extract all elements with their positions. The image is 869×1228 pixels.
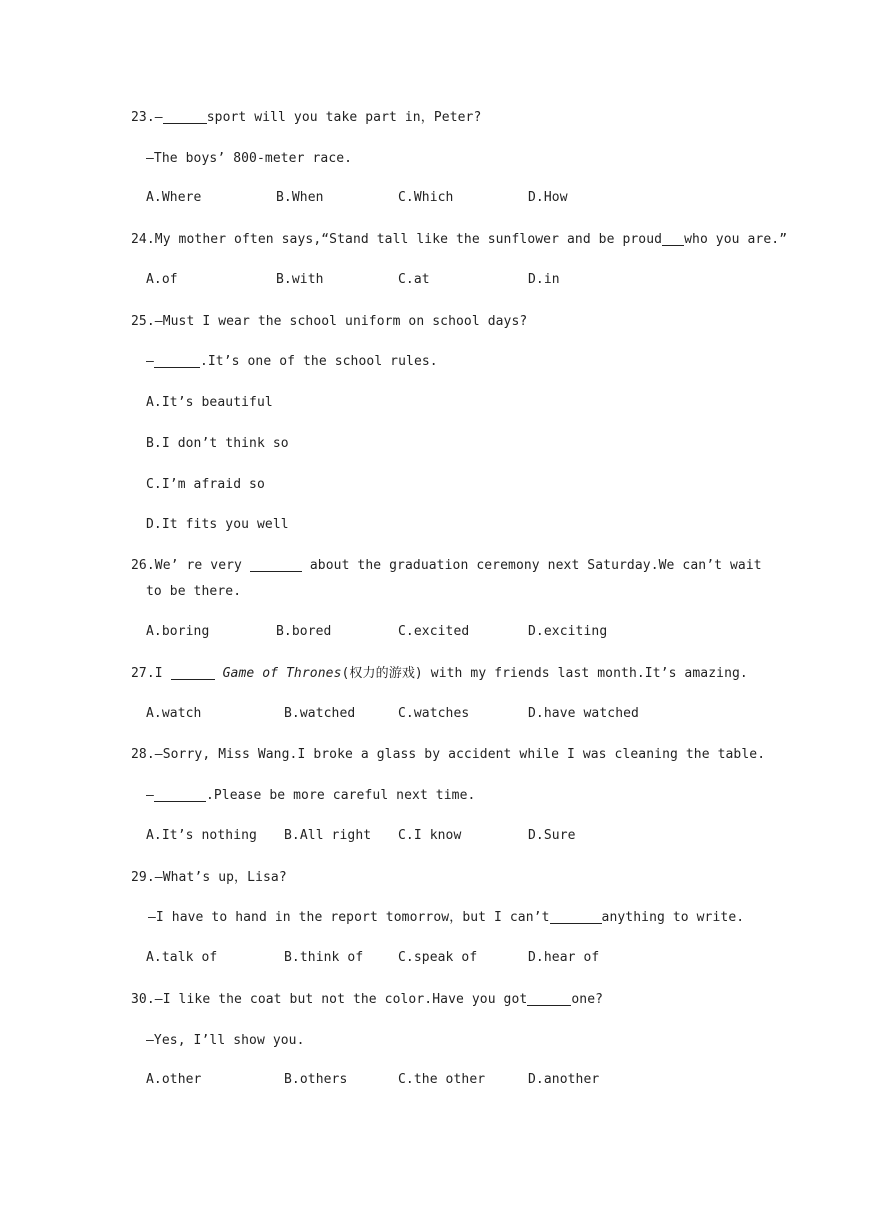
question-29-blank: [550, 909, 602, 924]
question-28-blank: [154, 787, 206, 802]
question-24-options: [146, 272, 746, 290]
question-28-option-c: C.I know: [398, 828, 462, 843]
question-27-title: Game of Thrones: [222, 666, 342, 681]
question-30-text-after: one?: [571, 992, 604, 1007]
question-24-text-before: 24.My mother often says,“Stand tall like the sunflower and be proud: [131, 232, 663, 247]
question-23-option-b: B.When: [276, 190, 324, 205]
question-29-stem: 29.—What’s up，Lisa?: [131, 870, 287, 885]
question-27-text-before: 27.I: [131, 666, 163, 681]
question-29-option-a: A.talk of: [146, 950, 218, 965]
question-24-stem: [131, 231, 787, 249]
question-23-reply: —The boys’ 800-meter race.: [146, 151, 353, 166]
question-24-option-d: D.in: [528, 272, 560, 287]
question-26-stem: [131, 557, 762, 575]
question-29-reply-text-after: anything to write.: [601, 910, 745, 925]
question-29-option-d: D.hear of: [528, 950, 600, 965]
question-23-blank: [163, 109, 207, 124]
question-27-option-d: D.have watched: [528, 706, 639, 721]
question-29-reply-text-before: —I have to hand in the report tomorrow，but I can’t: [148, 910, 550, 925]
question-25-stem: 25.—Must I wear the school uniform on school days?: [131, 314, 528, 329]
question-23-option-a: A.Where: [146, 190, 202, 205]
question-26-option-a: A.boring: [146, 624, 210, 639]
question-25-option-b: B.I don’t think so: [146, 436, 289, 451]
question-27-option-c: C.watches: [398, 706, 470, 721]
question-24-blank: [662, 231, 684, 246]
question-26-text-before: 26.We’ re very: [131, 558, 242, 573]
question-27-options: [146, 706, 746, 724]
question-28-option-a: A.It’s nothing: [146, 828, 257, 843]
question-23-stem: [131, 109, 481, 127]
question-30-text-before: 30.—I like the coat but not the color.Have you got: [131, 992, 528, 1007]
question-28-reply: [146, 787, 475, 805]
question-25-dash: —: [146, 354, 154, 369]
question-27-blank: [171, 665, 215, 680]
question-29-option-c: C.speak of: [398, 950, 478, 965]
question-28-stem: 28.—Sorry, Miss Wang.I broke a glass by accident while I was cleaning the table.: [131, 747, 766, 762]
question-28-options: [146, 828, 746, 846]
question-23-option-c: C.Which: [398, 190, 454, 205]
question-25-option-a: A.It’s beautiful: [146, 395, 273, 410]
question-30-options: [146, 1072, 746, 1090]
question-27-stem: [131, 665, 748, 683]
question-26-option-b: B.bored: [276, 624, 332, 639]
question-24-text-after: who you are.”: [684, 232, 788, 247]
question-26-option-c: C.excited: [398, 624, 470, 639]
question-24-option-a: A.of: [146, 272, 178, 287]
question-29-option-b: B.think of: [284, 950, 364, 965]
question-23-text: sport will you take part in，Peter?: [206, 110, 482, 125]
question-26-option-d: D.exciting: [528, 624, 608, 639]
question-30-blank: [527, 991, 571, 1006]
question-25-blank: [154, 353, 200, 368]
question-26-stem-line2: to be there.: [146, 584, 242, 599]
question-28-reply-text: .Please be more careful next time.: [205, 788, 476, 803]
question-26-blank: [250, 557, 302, 572]
question-24-option-b: B.with: [276, 272, 324, 287]
question-28-dash: —: [146, 788, 154, 803]
question-28-option-d: D.Sure: [528, 828, 576, 843]
question-23-number: 23.—: [131, 110, 163, 125]
question-28-option-b: B.All right: [284, 828, 372, 843]
question-24-option-c: C.at: [398, 272, 430, 287]
question-30-stem: [131, 991, 603, 1009]
question-26-text-after: about the graduation ceremony next Saturday.We can’t wait: [309, 558, 762, 573]
question-25-option-d: D.It fits you well: [146, 517, 289, 532]
question-25-reply: [146, 353, 438, 371]
question-30-option-a: A.other: [146, 1072, 202, 1087]
question-25-option-c: C.I’m afraid so: [146, 477, 265, 492]
question-29-options: [146, 950, 746, 968]
question-26-options: [146, 624, 746, 642]
question-27-option-b: B.watched: [284, 706, 356, 721]
question-30-option-b: B.others: [284, 1072, 348, 1087]
question-29-reply: [148, 909, 744, 927]
question-23-options: [146, 190, 746, 208]
question-30-option-c: C.the other: [398, 1072, 486, 1087]
question-25-reply-text: .It’s one of the school rules.: [199, 354, 438, 369]
question-27-text-after: (权力的游戏) with my friends last month.It’s amazing.: [341, 666, 748, 681]
question-30-option-d: D.another: [528, 1072, 600, 1087]
question-27-option-a: A.watch: [146, 706, 202, 721]
question-30-reply: —Yes, I’ll show you.: [146, 1033, 305, 1048]
question-23-option-d: D.How: [528, 190, 568, 205]
